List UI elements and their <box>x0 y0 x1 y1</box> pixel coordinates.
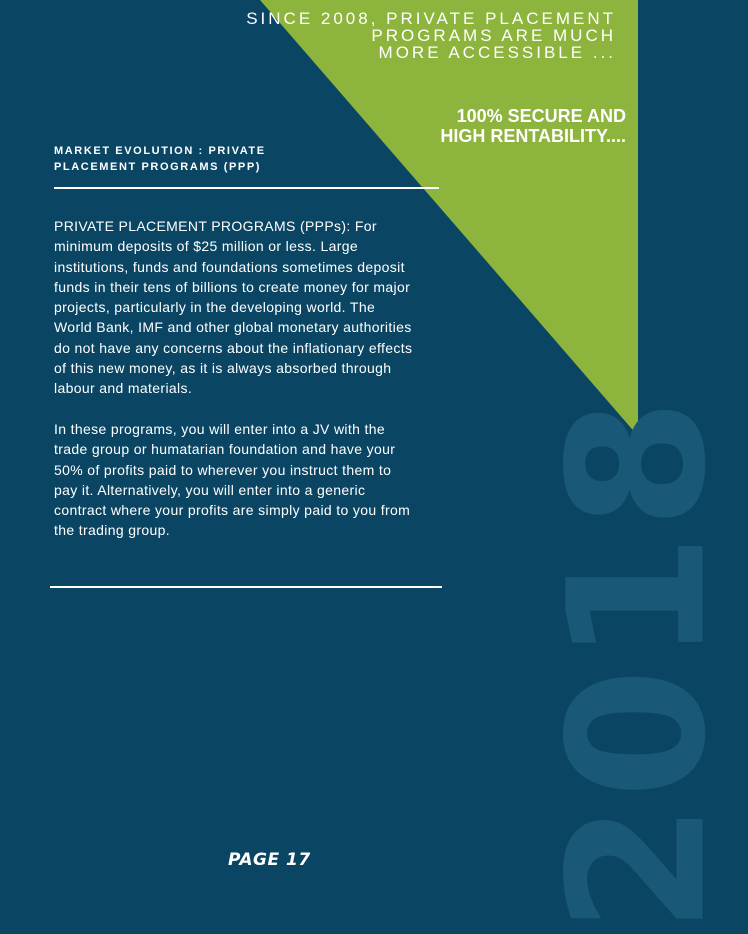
text-line: do not have any concerns about the inflationary effects <box>54 339 413 356</box>
headline-line: SINCE 2008, PRIVATE PLACEMENT <box>246 9 616 28</box>
paragraph-gap <box>54 399 454 419</box>
headline <box>236 10 616 61</box>
section-title-line: PLACEMENT PROGRAMS (PPP) <box>54 161 262 173</box>
text-line: 50% of profits paid to wherever you instruct them to <box>54 461 392 478</box>
headline-line: MORE ACCESSIBLE ... <box>378 43 616 62</box>
paragraph-1 <box>54 216 454 399</box>
text-line: of this new money, as it is always absorbed through <box>54 360 392 377</box>
tagline <box>366 106 626 146</box>
body-text <box>54 216 454 541</box>
year-watermark: 2018 <box>528 394 748 934</box>
text-line: pay it. Alternatively, you will enter into a generic <box>54 481 366 498</box>
text-line: projects, particularly in the developing world. The <box>54 299 376 316</box>
headline-line: PROGRAMS ARE MUCH <box>371 26 616 45</box>
text-line: contract where your profits are simply paid to you from <box>54 502 411 519</box>
section-title-line: MARKET EVOLUTION : PRIVATE <box>54 145 266 157</box>
text-line: the trading group. <box>54 522 171 539</box>
tagline-line: 100% SECURE AND <box>456 106 626 126</box>
divider-bottom <box>50 586 442 588</box>
text-line: minimum deposits of $25 million or less. Large <box>54 238 359 255</box>
paragraph-2 <box>54 419 454 541</box>
page-number: PAGE 17 <box>228 850 311 870</box>
divider-top <box>54 187 439 189</box>
text-line: In these programs, you will enter into a JV with the <box>54 420 386 437</box>
tagline-line: HIGH RENTABILITY.... <box>440 126 626 146</box>
text-line: funds in their tens of billions to create money for major <box>54 278 411 295</box>
section-title <box>54 143 414 175</box>
text-line: labour and materials. <box>54 380 193 397</box>
text-line: trade group or humatarian foundation and have your <box>54 441 396 458</box>
text-line: PRIVATE PLACEMENT PROGRAMS (PPPs): For <box>54 218 377 234</box>
text-line: institutions, funds and foundations sometimes deposit <box>54 258 405 275</box>
text-line: World Bank, IMF and other global monetary authorities <box>54 319 412 336</box>
